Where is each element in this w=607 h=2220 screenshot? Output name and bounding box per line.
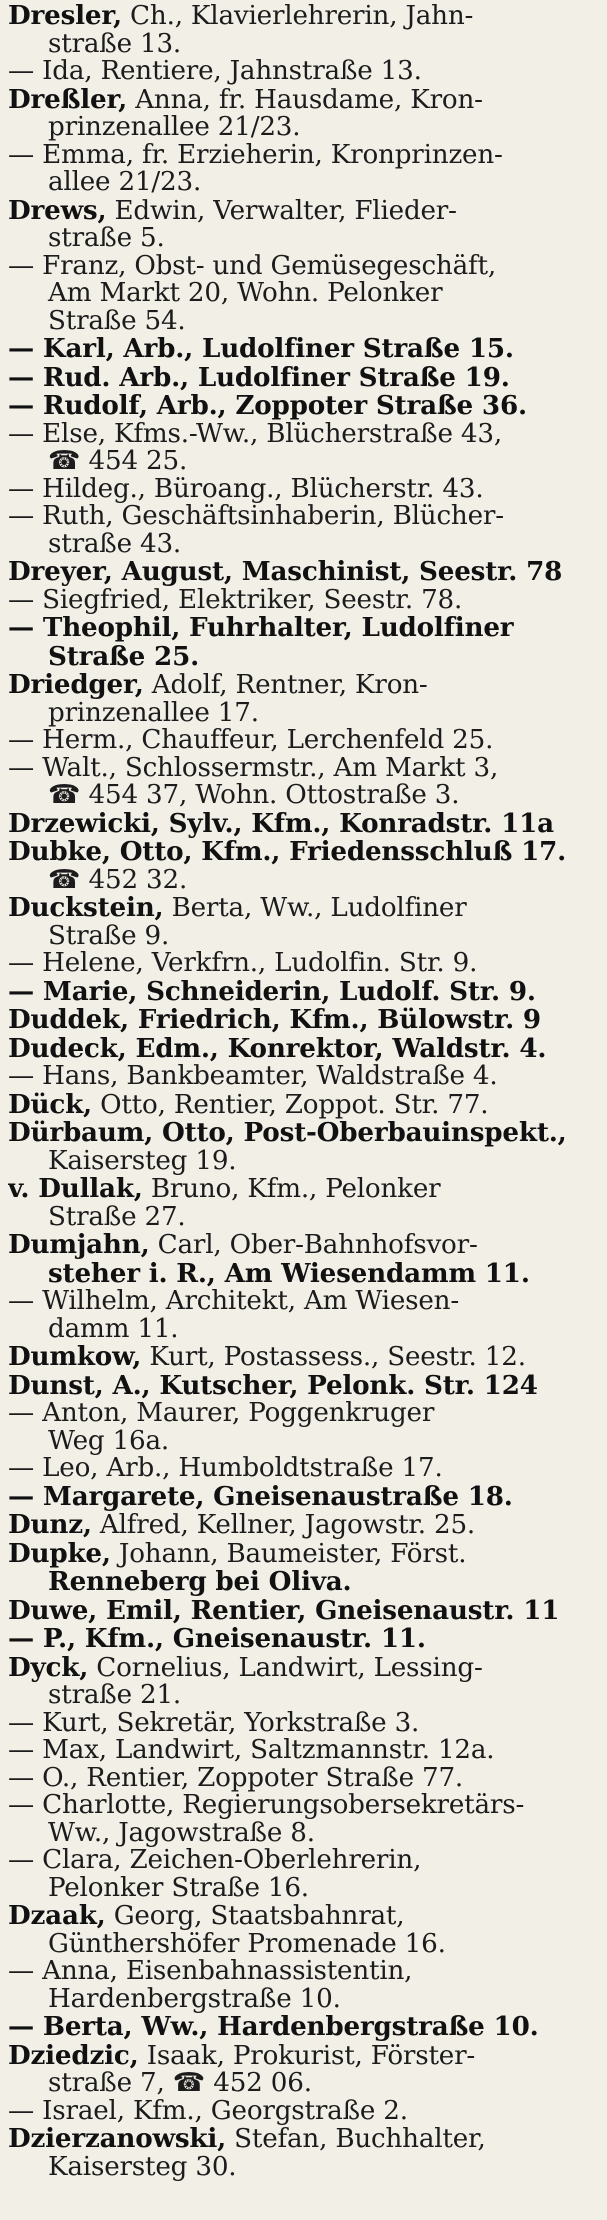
entry-line: — Wilhelm, Architekt, Am Wiesen- <box>8 1288 459 1316</box>
entry-text: Dubke, Otto, Kfm., Friedensschluß 17. <box>8 838 567 867</box>
directory-entry <box>8 335 601 364</box>
entry-line <box>8 2 601 31</box>
entry-continuation: straße 13. <box>48 30 182 58</box>
entry-details: Kurt, Postassess., Seestr. 12. <box>141 1343 526 1372</box>
directory-entry <box>8 2013 601 2042</box>
entry-line: — O., Rentier, Zoppoter Straße 77. <box>8 1764 464 1792</box>
entry-line-bold <box>8 1006 601 1035</box>
entry-line <box>8 2042 601 2071</box>
entry-continuation: ☎ 452 32. <box>48 866 188 894</box>
entry-details: Ch., Klavierlehrerin, Jahn- <box>121 2 474 31</box>
entry-line: — Franz, Obst- und Gemüsegeschäft, <box>8 252 496 280</box>
entry-text: — Berta, Ww., Hardenbergstraße 10. <box>8 2013 539 2042</box>
entry-continuation: straße 21. <box>48 1682 182 1710</box>
entry-line <box>8 1902 601 1931</box>
directory-entry <box>8 671 601 727</box>
entry-text: Dürbaum, Otto, Post-Oberbauinspekt., <box>8 1119 567 1148</box>
entry-line: — Leo, Arb., Humboldtstraße 17. <box>8 1455 443 1483</box>
entry-details: Georg, Staatsbahnrat, <box>105 1902 405 1931</box>
entry-details: Berta, Ww., Ludolfiner <box>163 894 467 923</box>
entry-line: — Clara, Zeichen-Oberlehrerin, <box>8 1847 422 1875</box>
entry-continuation: straße 43. <box>48 530 182 558</box>
entry-surname: Dunz, <box>8 1511 92 1540</box>
entry-line: — Hildeg., Büroang., Blücherstr. 43. <box>8 475 484 503</box>
directory-entry <box>8 587 601 615</box>
directory-entry <box>8 1455 601 1483</box>
directory-entry <box>8 1035 601 1064</box>
directory-entry <box>8 1737 601 1765</box>
entry-line-bold <box>8 335 601 364</box>
entry-line: — Anna, Eisenbahnassistentin, <box>8 1958 413 1986</box>
entry-continuation: prinzenallee 21/23. <box>48 114 301 142</box>
entry-text: — Karl, Arb., Ludolfiner Straße 15. <box>8 335 514 364</box>
directory-entry <box>8 1091 601 1120</box>
entry-line: — Walt., Schlossermstr., Am Markt 3, <box>8 754 499 782</box>
directory-entry <box>8 1063 601 1091</box>
entry-line-bold <box>8 978 601 1007</box>
entry-line: — Ida, Rentiere, Jahnstraße 13. <box>8 58 422 86</box>
entry-details: Adolf, Rentner, Kron- <box>143 671 428 700</box>
directory-entry <box>8 1231 601 1288</box>
directory-entry <box>8 58 601 86</box>
directory-entry <box>8 1119 601 1175</box>
entry-text: Drzewicki, Sylv., Kfm., Konradstr. 11a <box>8 809 554 838</box>
directory-entry <box>8 421 601 476</box>
entry-surname: Duckstein, <box>8 894 164 923</box>
entry-text: Dunst, A., Kutscher, Pelonk. Str. 124 <box>8 1371 538 1400</box>
directory-entry <box>8 2042 601 2098</box>
directory-entry <box>8 1400 601 1455</box>
entry-surname: Dzierzanowski, <box>8 2125 227 2154</box>
entry-line-bold <box>8 1035 601 1064</box>
directory-entry <box>8 1597 601 1626</box>
entry-continuation: Straße 27. <box>48 1203 186 1231</box>
entry-line <box>8 1511 601 1540</box>
entry-line-bold <box>8 558 601 587</box>
entry-details: Anna, fr. Hausdame, Kron- <box>127 85 483 114</box>
directory-entry <box>8 1710 601 1738</box>
entry-surname: Driedger, <box>8 671 144 700</box>
entry-text: — Rudolf, Arb., Zoppoter Straße 36. <box>8 392 527 421</box>
entry-line-bold <box>8 1625 601 1654</box>
entry-line <box>8 1654 601 1683</box>
directory-entry <box>8 476 601 504</box>
entry-line-bold <box>8 810 601 839</box>
directory-entry <box>8 810 601 839</box>
entry-continuation: Kaisersteg 30. <box>48 2153 237 2181</box>
entry-continuation-bold <box>8 643 601 672</box>
entry-continuation: ☎ 454 37, Wohn. Ottostraße 3. <box>48 782 460 810</box>
entry-details: Otto, Rentier, Zoppot. Str. 77. <box>91 1090 489 1119</box>
directory-entry <box>8 392 601 421</box>
directory-entry <box>8 1006 601 1035</box>
directory-entry <box>8 197 601 253</box>
entry-surname: Dück, <box>8 1090 92 1119</box>
entry-line: — Charlotte, Regierungsobersekretärs- <box>8 1792 525 1820</box>
directory-entry <box>8 1958 601 2013</box>
directory-entry <box>8 2 601 58</box>
entry-surname: v. Dullak, <box>8 1175 143 1204</box>
directory-entry <box>8 755 601 810</box>
entry-line: — Helene, Verkfrn., Ludolfin. Str. 9. <box>8 950 478 978</box>
entry-text: — Marie, Schneiderin, Ludolf. Str. 9. <box>8 977 536 1006</box>
directory-entry <box>8 253 601 336</box>
entry-line <box>8 1175 601 1204</box>
directory-entry <box>8 1792 601 1847</box>
directory-entry <box>8 1847 601 1902</box>
entry-text: steher i. R., Am Wiesendamm 11. <box>48 1259 530 1288</box>
entry-details: Isaak, Prokurist, Förster- <box>138 2041 476 2070</box>
directory-entry <box>8 2098 601 2126</box>
directory-entry <box>8 614 601 671</box>
directory-entry <box>8 1483 601 1512</box>
directory-entry <box>8 727 601 755</box>
entry-continuation: Weg 16a. <box>48 1427 170 1455</box>
directory-entry <box>8 1902 601 1958</box>
entry-surname: Dumjahn, <box>8 1231 150 1260</box>
entry-details: Edwin, Verwalter, Flieder- <box>106 196 457 225</box>
entry-line: — Hans, Bankbeamter, Waldstraße 4. <box>8 1063 498 1091</box>
entry-continuation: Ww., Jagowstraße 8. <box>48 1819 315 1847</box>
entry-line-bold <box>8 1597 601 1626</box>
entry-text: Duddek, Friedrich, Kfm., Bülowstr. 9 <box>8 1006 541 1035</box>
entry-continuation: prinzenallee 17. <box>48 699 259 727</box>
entry-line-bold <box>8 1372 601 1401</box>
directory-entry <box>8 894 601 950</box>
entry-line: — Else, Kfms.-Ww., Blücherstraße 43, <box>8 420 502 448</box>
entry-line-bold <box>8 838 601 867</box>
entry-line-bold <box>8 1119 601 1148</box>
entry-line: — Emma, fr. Erzieherin, Kronprinzen- <box>8 141 503 169</box>
entry-continuation: Hardenbergstraße 10. <box>48 1985 341 2013</box>
entry-details: Cornelius, Landwirt, Lessing- <box>88 1653 483 1682</box>
entry-continuation: allee 21/23. <box>48 169 202 197</box>
entry-line: — Herm., Chauffeur, Lerchenfeld 25. <box>8 727 494 755</box>
directory-entry <box>8 838 601 894</box>
entry-surname: Dzaak, <box>8 1902 106 1931</box>
directory-entry <box>8 558 601 587</box>
entry-continuation: Straße 54. <box>48 307 186 335</box>
directory-entry <box>8 1343 601 1372</box>
entry-line-bold <box>8 364 601 393</box>
entry-details: Stefan, Buchhalter, <box>226 2125 486 2154</box>
entry-continuation-bold <box>8 1260 601 1289</box>
entry-line-bold <box>8 614 601 643</box>
entry-surname: Dupke, <box>8 1539 111 1568</box>
directory-entry <box>8 978 601 1007</box>
entry-continuation: damm 11. <box>48 1315 179 1343</box>
entry-surname: Dyck, <box>8 1653 89 1682</box>
entry-line <box>8 671 601 700</box>
directory-entry <box>8 1372 601 1401</box>
entry-continuation: ☎ 454 25. <box>48 448 188 476</box>
entry-continuation: Kaisersteg 19. <box>48 1147 237 1175</box>
entry-text: — Theophil, Fuhrhalter, Ludolfiner <box>8 614 514 643</box>
entry-text: — Rud. Arb., Ludolfiner Straße 19. <box>8 363 510 392</box>
entry-continuation: Pelonker Straße 16. <box>48 1874 309 1902</box>
entry-text: Dreyer, August, Maschinist, Seestr. 78 <box>8 558 563 587</box>
entry-line: — Anton, Maurer, Poggenkruger <box>8 1400 435 1428</box>
entry-line <box>8 1540 601 1569</box>
directory-entry <box>8 1765 601 1793</box>
entry-continuation-bold <box>8 1568 601 1597</box>
entry-line: — Siegfried, Elektriker, Seestr. 78. <box>8 586 463 614</box>
directory-entry <box>8 1654 601 1710</box>
entry-surname: Drews, <box>8 196 107 225</box>
directory-entry <box>8 1511 601 1540</box>
entry-line <box>8 86 601 115</box>
entry-continuation: Am Markt 20, Wohn. Pelonker <box>48 280 443 308</box>
entry-text: Straße 25. <box>48 642 200 671</box>
directory-entry <box>8 1175 601 1231</box>
entry-text: Renneberg bei Oliva. <box>48 1568 352 1597</box>
entry-line-bold <box>8 2013 601 2042</box>
entry-line: — Kurt, Sekretär, Yorkstraße 3. <box>8 1709 420 1737</box>
entry-details: Bruno, Kfm., Pelonker <box>142 1175 441 1204</box>
entry-text: — P., Kfm., Gneisenaustr. 11. <box>8 1625 426 1654</box>
entry-line: — Max, Landwirt, Saltzmannstr. 12a. <box>8 1737 495 1765</box>
entry-surname: Dumkow, <box>8 1343 142 1372</box>
entry-text: Duwe, Emil, Rentier, Gneisenaustr. 11 <box>8 1596 560 1625</box>
entry-line-bold <box>8 392 601 421</box>
entry-line <box>8 1343 601 1372</box>
directory-entry <box>8 364 601 393</box>
entry-surname: Dziedzic, <box>8 2041 139 2070</box>
entry-line: — Ruth, Geschäftsinhaberin, Blücher- <box>8 503 504 531</box>
directory-entry <box>8 86 601 142</box>
entry-continuation: Günthershöfer Promenade 16. <box>48 1930 446 1958</box>
directory-entry <box>8 503 601 558</box>
directory-entry <box>8 2125 601 2181</box>
entry-line <box>8 894 601 923</box>
entry-text: — Margarete, Gneisenaustraße 18. <box>8 1482 513 1511</box>
entry-surname: Dresler, <box>8 2 122 31</box>
entry-line: — Israel, Kfm., Georgstraße 2. <box>8 2097 408 2125</box>
directory-entry <box>8 1625 601 1654</box>
directory-entry <box>8 950 601 978</box>
entry-line <box>8 2125 601 2154</box>
directory-entry <box>8 1540 601 1597</box>
directory-entry <box>8 142 601 197</box>
entry-line <box>8 197 601 226</box>
entry-details: Alfred, Kellner, Jagowstr. 25. <box>91 1511 476 1540</box>
entry-line <box>8 1091 601 1120</box>
entry-details: Carl, Ober-Bahnhofsvor- <box>149 1231 478 1260</box>
entry-continuation: straße 7, ☎ 452 06. <box>48 2070 312 2098</box>
entry-surname: Dreßler, <box>8 85 128 114</box>
entry-continuation: Straße 9. <box>48 922 170 950</box>
directory-entry <box>8 1288 601 1343</box>
entry-line-bold <box>8 1483 601 1512</box>
entry-text: Dudeck, Edm., Konrektor, Waldstr. 4. <box>8 1034 547 1063</box>
entry-details: Johann, Baumeister, Först. <box>110 1539 467 1568</box>
entry-continuation: straße 5. <box>48 225 165 253</box>
entry-line <box>8 1231 601 1260</box>
